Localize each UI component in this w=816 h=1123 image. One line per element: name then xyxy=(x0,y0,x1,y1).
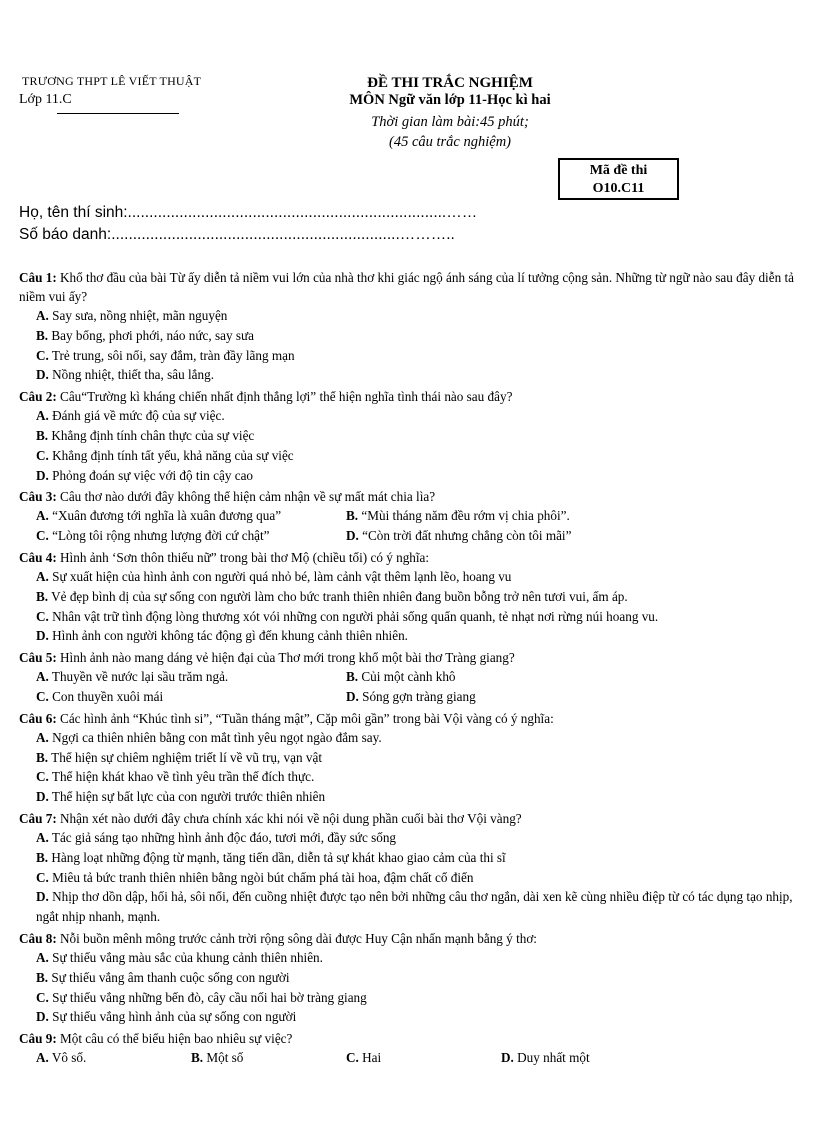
answer-option xyxy=(191,1048,346,1068)
option-letter: A. xyxy=(36,568,49,584)
option-text: Tác giả sáng tạo những hình ảnh độc đáo, tươi mới, đầy sức sống xyxy=(48,829,397,845)
exam-code-label: Mã đề thi xyxy=(589,163,648,178)
option-list xyxy=(19,306,799,385)
option-list xyxy=(19,728,799,807)
question-text: Nỗi buồn mênh mông trước cảnh trời rộng sông dài được Huy Cận nhấn mạnh bằng ý thơ: xyxy=(56,930,537,946)
answer-option xyxy=(36,506,346,526)
exam-code-box xyxy=(558,158,679,200)
option-letter: C. xyxy=(36,688,49,704)
option-letter: C. xyxy=(36,769,49,785)
option-letter: C. xyxy=(36,608,49,624)
option-text: Sự thiếu vắng màu sắc của khung cảnh thiên nhiên. xyxy=(48,949,323,965)
answer-option xyxy=(36,787,799,807)
option-letter: A. xyxy=(36,408,49,424)
option-text: Củi một cành khô xyxy=(358,669,456,685)
answer-option xyxy=(36,988,799,1008)
option-text: Một số xyxy=(203,1050,244,1066)
student-name-line: Họ, tên thí sinh:..........................................................................…… xyxy=(19,204,478,221)
option-text: Nồng nhiệt, thiết tha, sâu lắng. xyxy=(48,367,215,383)
option-text: “Xuân đương tới nghĩa là xuân đương qua” xyxy=(48,508,282,524)
option-text: Sự thiếu vắng những bến đò, cây cầu nối hai bờ tràng giang xyxy=(48,989,367,1005)
option-text: Vô số. xyxy=(48,1050,87,1066)
student-id-line: Số báo danh:...................................................................……….. xyxy=(19,226,455,243)
answer-option xyxy=(36,346,799,366)
question-number: Câu 3: xyxy=(19,489,57,505)
option-text: Hàng loạt những động từ mạnh, tăng tiến dần, diễn tả sự khát khao giao cảm của thi sĩ xyxy=(48,849,506,865)
option-letter: C. xyxy=(346,1050,359,1066)
answer-option xyxy=(346,667,656,687)
option-text: Sự thiếu vắng âm thanh cuộc sống con người xyxy=(48,969,290,985)
question-text: Các hình ảnh “Khúc tình si”, “Tuần tháng mật”, Cặp môi gần” trong bài Vội vàng có ý nghĩa: xyxy=(56,710,554,726)
option-letter: A. xyxy=(36,949,49,965)
answer-option xyxy=(36,406,799,426)
answer-option xyxy=(36,426,799,446)
answer-option xyxy=(36,868,799,888)
option-list xyxy=(19,567,799,646)
question-5 xyxy=(19,648,799,707)
option-letter: B. xyxy=(191,1050,204,1066)
question-4 xyxy=(19,548,799,646)
answer-option xyxy=(346,687,656,707)
question-3 xyxy=(19,487,799,546)
option-row xyxy=(19,526,799,546)
class-label: Lớp 11.C xyxy=(19,92,72,107)
question-7 xyxy=(19,809,799,927)
answer-option xyxy=(36,446,799,466)
answer-option xyxy=(36,365,799,385)
option-text: Vẻ đẹp bình dị của sự sống con người làm cho bức tranh thiên nhiên đang buồn bỗng trở nên tươi vui, ấm áp. xyxy=(48,588,628,604)
option-text: Sự xuất hiện của hình ảnh con người quá nhỏ bé, làm cảnh vật thêm lạnh lẽo, hoang vu xyxy=(48,568,512,584)
option-text: Sự thiếu vắng hình ảnh của sự sống con người xyxy=(48,1009,297,1025)
answer-option xyxy=(36,607,799,627)
option-list xyxy=(19,406,799,485)
question-number: Câu 1: xyxy=(19,270,57,285)
option-letter: A. xyxy=(36,1050,49,1066)
option-text: Nhân vật trữ tình động lòng thương xót vói những con người phải sống quẩn quanh, tẻ nhạt nơi rừng núi hoang vu. xyxy=(48,608,659,624)
option-letter: B. xyxy=(346,669,359,685)
option-letter: B. xyxy=(36,749,49,765)
option-letter: D. xyxy=(36,889,49,905)
option-text: Thuyền về nước lại sầu trăm ngả. xyxy=(48,669,229,685)
question-9 xyxy=(19,1029,799,1068)
answer-option xyxy=(36,728,799,748)
exam-code-value: O10.C11 xyxy=(592,181,645,196)
answer-option xyxy=(36,748,799,768)
question-list xyxy=(19,268,799,1070)
question-stem xyxy=(19,809,799,828)
answer-option xyxy=(36,667,346,687)
option-text: “Mùi tháng năm đều rớm vị chia phôi”. xyxy=(358,508,570,524)
answer-option xyxy=(346,506,656,526)
option-text: Khẳng định tính chân thực của sự việc xyxy=(48,427,255,443)
option-row xyxy=(19,506,799,526)
option-letter: A. xyxy=(36,508,49,524)
exam-question-count: (45 câu trắc nghiệm) xyxy=(388,134,511,150)
answer-option xyxy=(346,526,656,546)
question-text: Câu thơ nào dưới đây không thể hiện cảm nhận về sự mất mát chia lìa? xyxy=(56,489,436,505)
question-stem xyxy=(19,648,799,667)
option-text: Bay bổng, phơi phới, náo nức, say sưa xyxy=(48,327,254,343)
option-letter: A. xyxy=(36,669,49,685)
answer-option xyxy=(36,626,799,646)
option-letter: D. xyxy=(36,789,49,805)
exam-time: Thời gian làm bài:45 phút; xyxy=(371,114,529,130)
question-text: Nhận xét nào dưới đây chưa chính xác khi nói về nội dung phần cuối bài thơ Vội vàng? xyxy=(56,810,522,826)
option-letter: C. xyxy=(36,528,49,544)
option-row xyxy=(19,687,799,707)
option-text: Đánh giá về mức độ của sự việc. xyxy=(48,408,225,424)
answer-option xyxy=(36,587,799,607)
answer-option xyxy=(36,567,799,587)
option-text: Nhịp thơ dồn dập, hối hả, sôi nổi, đến cuồng nhiệt được tạo nên bởi những câu thơ ngắn, dài xen kẽ cùng nhiều điệp từ có tác dụng tạo nhịp, ngắt nhịp nhanh, mạnh. xyxy=(36,889,793,925)
question-2 xyxy=(19,387,799,485)
answer-option xyxy=(36,1007,799,1027)
option-letter: A. xyxy=(36,729,49,745)
question-stem xyxy=(19,487,799,506)
option-letter: D. xyxy=(346,688,359,704)
question-number: Câu 5: xyxy=(19,650,57,666)
answer-option xyxy=(501,1048,656,1068)
answer-option xyxy=(36,466,799,486)
answer-option xyxy=(36,828,799,848)
option-text: Thể hiện sự bất lực của con người trước thiên nhiên xyxy=(48,789,326,805)
option-list xyxy=(19,948,799,1027)
option-letter: B. xyxy=(36,588,49,604)
question-stem xyxy=(19,387,799,406)
option-letter: B. xyxy=(346,508,359,524)
answer-option xyxy=(36,887,799,927)
question-number: Câu 2: xyxy=(19,389,57,405)
option-text: Hai xyxy=(358,1050,382,1066)
option-letter: B. xyxy=(36,849,49,865)
answer-option xyxy=(36,687,346,707)
answer-option xyxy=(36,848,799,868)
option-text: Phỏng đoán sự việc với độ tin cậy cao xyxy=(48,467,254,483)
question-number: Câu 8: xyxy=(19,930,57,946)
question-stem xyxy=(19,709,799,728)
option-text: Say sưa, nồng nhiệt, mãn nguyện xyxy=(48,308,228,323)
question-text: Khổ thơ đầu của bài Từ ấy diễn tả niềm vui lớn của nhà thơ khi giác ngộ ánh sáng của lí tưởng cộng sản. Những từ ngữ nào sau đây diễn tả niềm vui ấy? xyxy=(19,270,794,304)
option-letter: D. xyxy=(501,1050,514,1066)
question-number: Câu 9: xyxy=(19,1031,57,1047)
option-text: Miêu tả bức tranh thiên nhiên bằng ngòi bút chấm phá tài hoa, đậm chất cổ điển xyxy=(48,869,474,885)
answer-option xyxy=(36,767,799,787)
exam-title: ĐỀ THI TRẮC NGHIỆM xyxy=(367,75,533,91)
option-row xyxy=(19,667,799,687)
option-letter: D. xyxy=(36,1009,49,1025)
question-1 xyxy=(19,268,799,385)
question-stem xyxy=(19,929,799,948)
answer-option xyxy=(36,948,799,968)
question-8 xyxy=(19,929,799,1027)
option-list xyxy=(19,828,799,927)
option-text: Duy nhất một xyxy=(513,1050,590,1066)
question-text: Một câu có thể biểu hiện bao nhiêu sự việc? xyxy=(56,1031,293,1047)
option-letter: D. xyxy=(36,467,49,483)
question-text: Hình ảnh ‘Sơn thôn thiếu nữ” trong bài thơ Mộ (chiều tối) có ý nghĩa: xyxy=(56,549,430,565)
option-letter: A. xyxy=(36,829,49,845)
option-text: Thể hiện sự chiêm nghiệm triết lí về vũ trụ, vạn vật xyxy=(48,749,322,765)
option-row xyxy=(19,1048,799,1068)
option-letter: C. xyxy=(36,347,49,363)
question-text: Hình ảnh nào mang dáng vẻ hiện đại của Thơ mới trong khổ một bài thơ Tràng giang? xyxy=(56,650,515,666)
option-text: “Lòng tôi rộng nhưng lượng đời cứ chật” xyxy=(48,528,270,544)
answer-option xyxy=(36,326,799,346)
class-underline xyxy=(57,113,179,114)
question-stem xyxy=(19,1029,799,1048)
answer-option xyxy=(346,1048,501,1068)
answer-option xyxy=(36,526,346,546)
question-text: Câu“Trường kì kháng chiến nhất định thắng lợi” thể hiện nghĩa tình thái nào sau đây? xyxy=(56,389,513,405)
option-letter: D. xyxy=(346,528,359,544)
option-text: Sóng gợn tràng giang xyxy=(358,688,476,704)
question-stem xyxy=(19,268,799,306)
option-letter: B. xyxy=(36,427,49,443)
answer-option xyxy=(36,968,799,988)
question-number: Câu 7: xyxy=(19,810,57,826)
question-6 xyxy=(19,709,799,807)
question-number: Câu 4: xyxy=(19,549,57,565)
school-name: TRƯƠNG THPT LÊ VIẾT THUẬT xyxy=(22,74,202,88)
option-letter: D. xyxy=(36,628,49,644)
option-letter: C. xyxy=(36,869,49,885)
option-letter: C. xyxy=(36,989,49,1005)
option-text: Trẻ trung, sôi nổi, say đắm, tràn đầy lãng mạn xyxy=(48,347,295,363)
exam-subject: MÔN Ngữ văn lớp 11-Học kì hai xyxy=(349,92,551,108)
option-letter: B. xyxy=(36,327,49,343)
option-text: Ngợi ca thiên nhiên bằng con mắt tình yêu ngọt ngào đắm say. xyxy=(48,729,382,745)
option-text: Thể hiện khát khao về tình yêu trần thế đích thực. xyxy=(48,769,315,785)
option-letter: D. xyxy=(36,367,49,383)
question-stem xyxy=(19,548,799,567)
option-letter: B. xyxy=(36,969,49,985)
question-number: Câu 6: xyxy=(19,710,57,726)
answer-option xyxy=(36,1048,191,1068)
option-letter: C. xyxy=(36,447,49,463)
option-letter: A. xyxy=(36,308,49,323)
option-text: Con thuyền xuôi mái xyxy=(48,688,164,704)
option-text: “Còn trời đất nhưng chẳng còn tôi mãi” xyxy=(358,528,572,544)
option-text: Hình ảnh con người không tác động gì đến khung cảnh thiên nhiên. xyxy=(48,628,408,644)
answer-option xyxy=(36,306,799,326)
option-text: Khẳng định tính tất yếu, khả năng của sự việc xyxy=(48,447,294,463)
